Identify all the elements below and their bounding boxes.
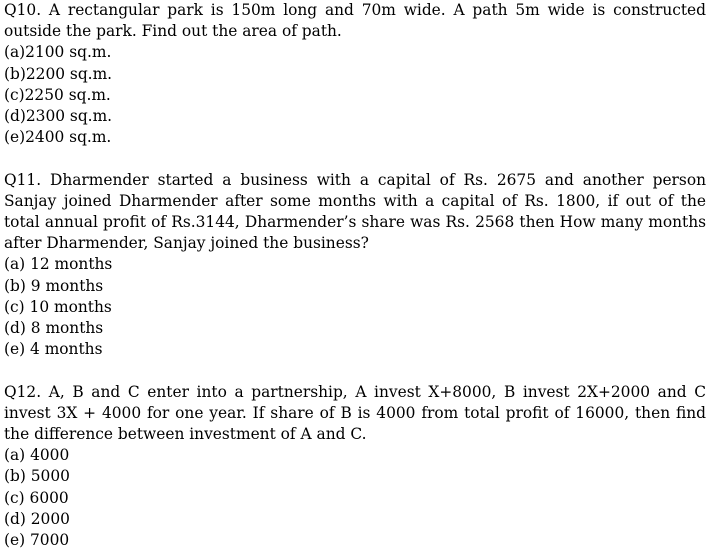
option-e: (e)2400 sq.m.	[4, 128, 112, 147]
question-q10	[4, 0, 706, 148]
option-a: (a) 4000	[4, 446, 70, 465]
option-c: (c) 10 months	[4, 297, 112, 316]
option-d: (d)2300 sq.m.	[4, 107, 113, 126]
option-c: (c) 6000	[4, 488, 69, 507]
question-sheet	[4, 0, 706, 551]
option-e: (e) 4 months	[4, 340, 103, 359]
question-text: Q12. A, B and C enter into a partnership, A invest X+8000, B invest 2X+2000 and C invest 3X + 4000 for one year. If share of B is 4000 from total profit of 16000, then find the difference between investment of A and C.	[4, 382, 706, 444]
spacer	[4, 148, 706, 169]
option-a: (a)2100 sq.m.	[4, 43, 112, 62]
option-list	[4, 42, 706, 148]
question-q12	[4, 382, 706, 552]
option-b: (b)2200 sq.m.	[4, 64, 113, 83]
option-b: (b) 5000	[4, 467, 70, 486]
option-a: (a) 12 months	[4, 255, 113, 274]
option-list	[4, 254, 706, 360]
option-d: (d) 8 months	[4, 319, 104, 338]
spacer	[4, 360, 706, 381]
option-d: (d) 2000	[4, 509, 70, 528]
question-text: Q10. A rectangular park is 150m long and 70m wide. A path 5m wide is constructed outside the park. Find out the area of path.	[4, 1, 706, 41]
option-e: (e) 7000	[4, 531, 70, 550]
question-text: Q11. Dharmender started a business with a capital of Rs. 2675 and another person Sanjay joined Dharmender after some months with a capital of Rs. 1800, if out of the total annual profit of Rs.3144, Dharmender’s share was Rs. 2568 then How many months after Dharmender, Sanjay joined the business?	[4, 170, 706, 253]
option-list	[4, 445, 706, 551]
option-c: (c)2250 sq.m.	[4, 85, 111, 104]
option-b: (b) 9 months	[4, 276, 104, 295]
question-q11	[4, 170, 706, 361]
